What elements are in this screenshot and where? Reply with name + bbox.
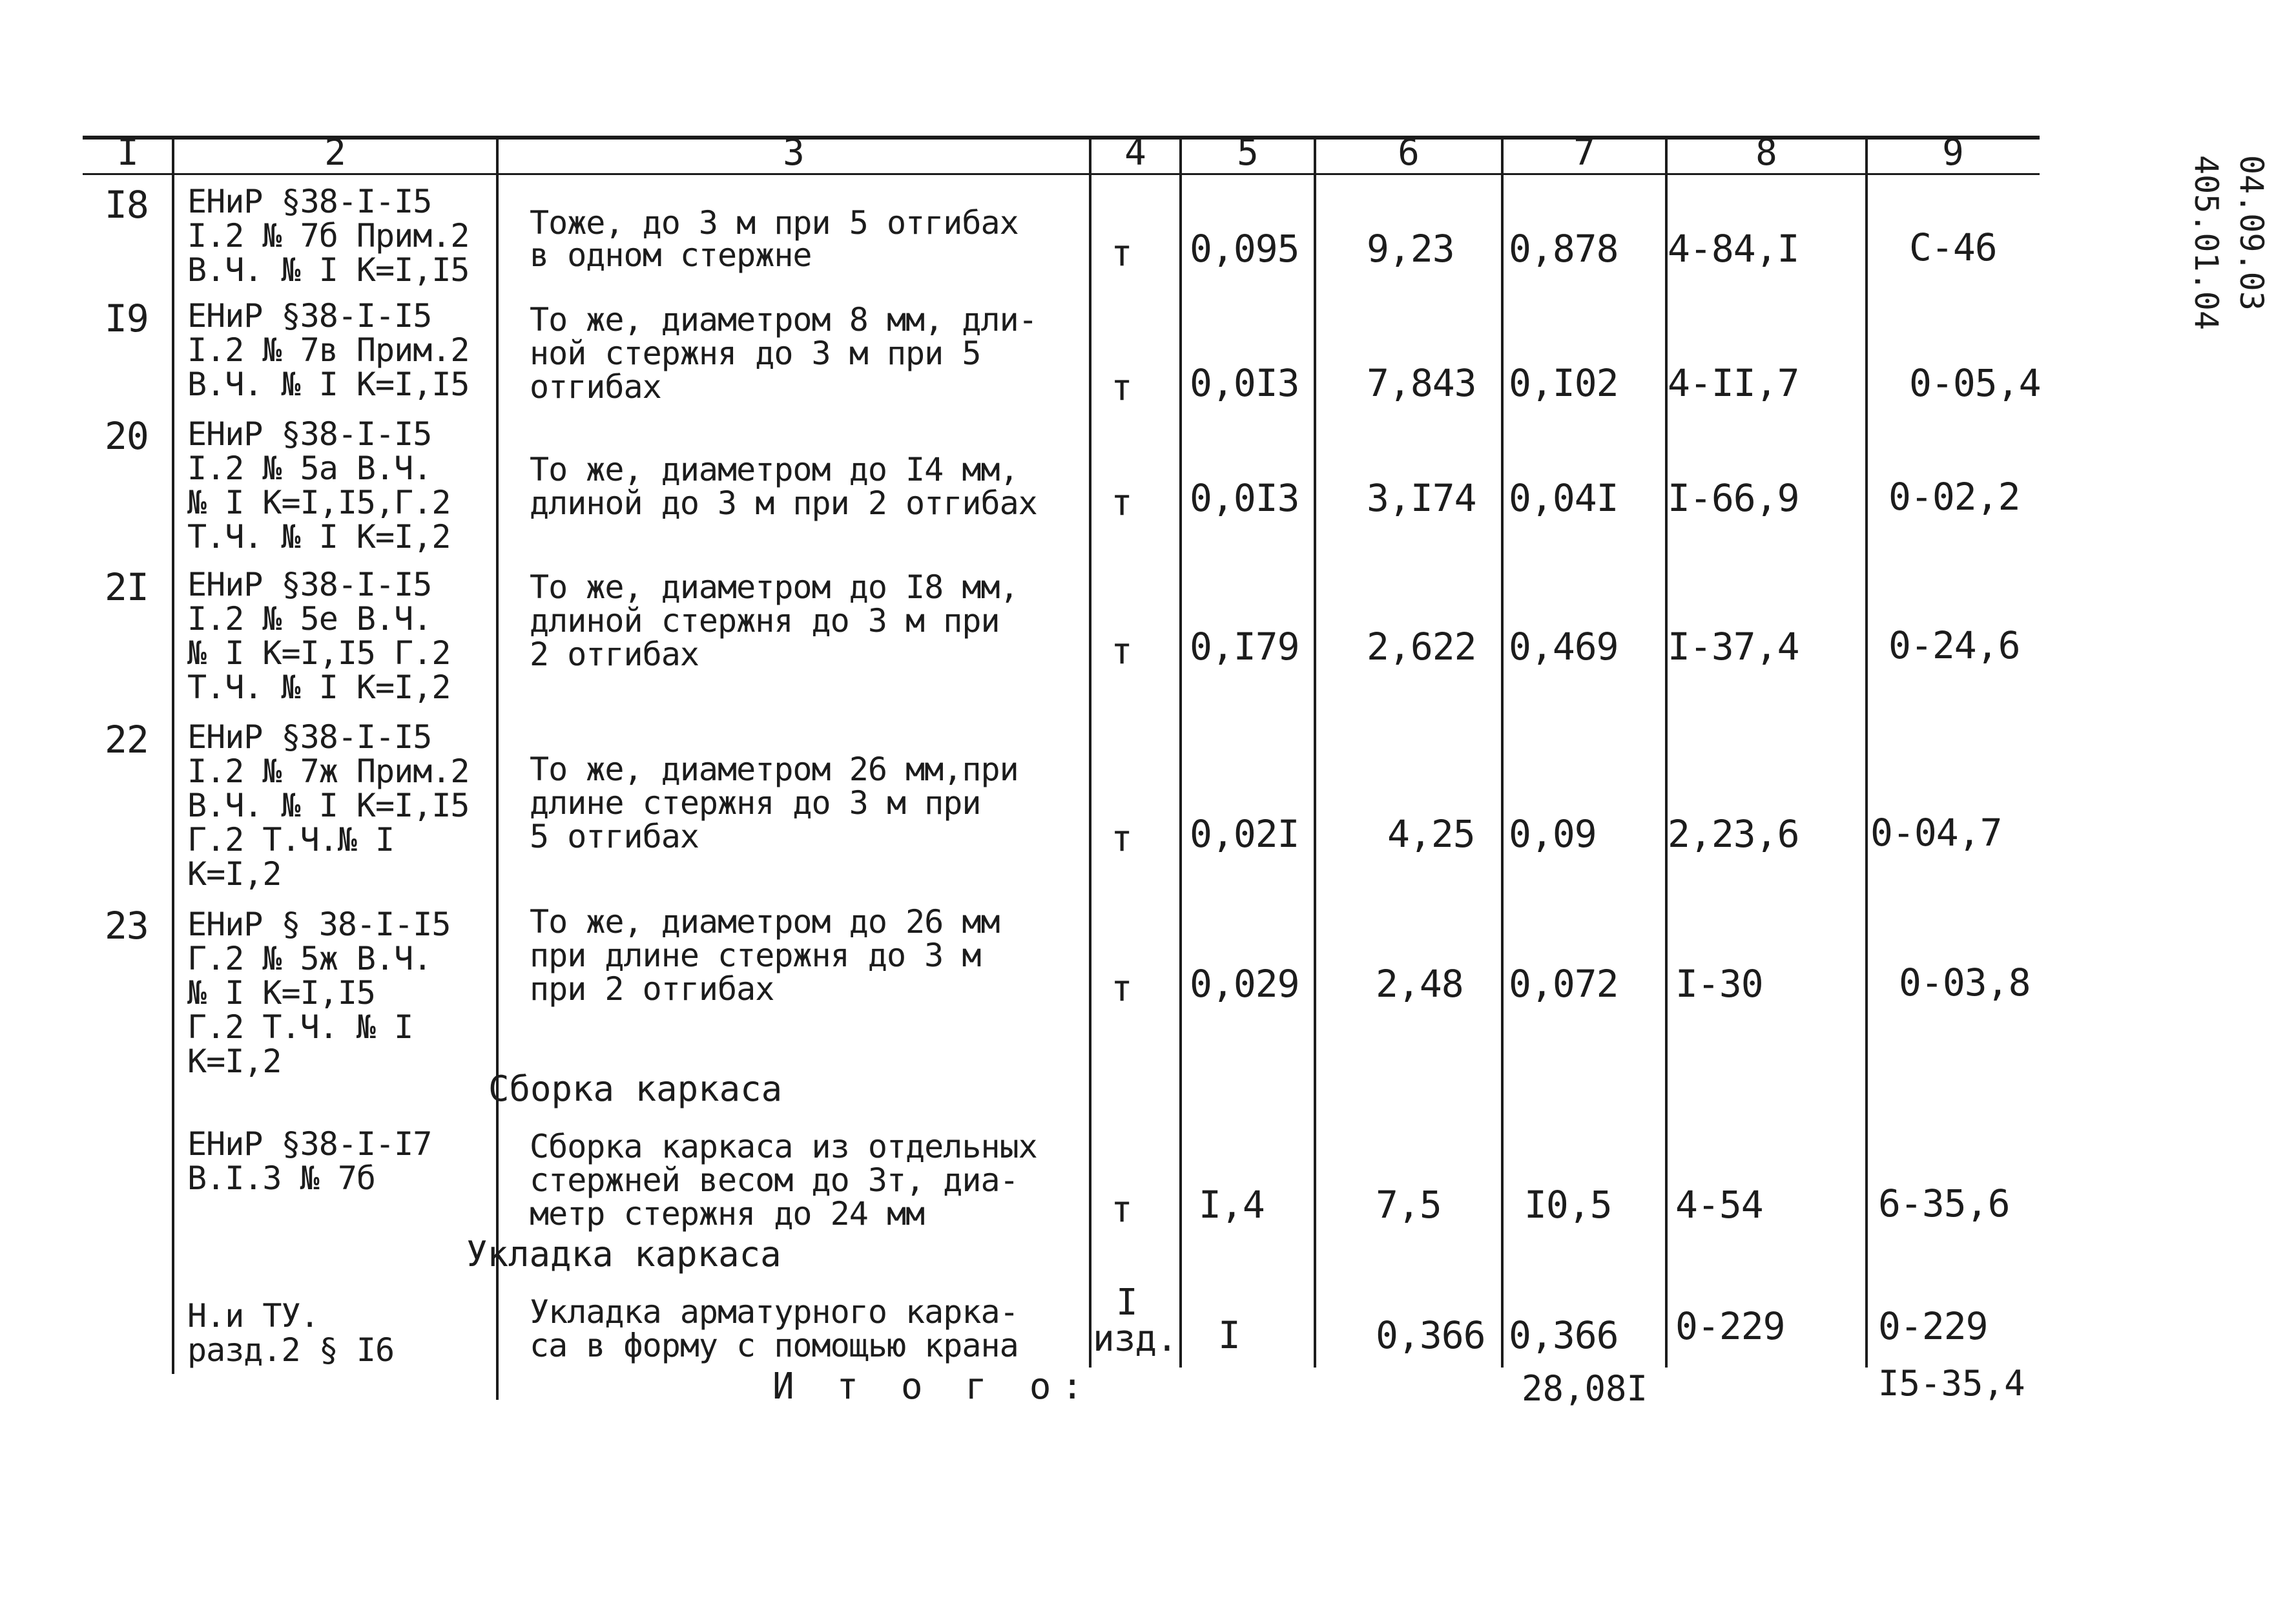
side-code-primary: 04.09.03	[2233, 155, 2270, 311]
work-description-line: То же, диаметром 8 мм, дли-	[530, 301, 1037, 338]
norm-ref-line: ЕНиР §38-I-I5	[187, 718, 432, 756]
row-number: 22	[105, 718, 149, 762]
work-description-line: в одном стержне	[530, 236, 812, 274]
quantity-value: 0,095	[1190, 227, 1299, 271]
quantity-value: 0,029	[1190, 962, 1299, 1006]
norm-rate-value: 3,I74	[1367, 476, 1476, 520]
labor-total-value: 0,366	[1509, 1313, 1619, 1357]
unit-price-value: 2,23,6	[1668, 812, 1799, 856]
work-description-line: ной стержня до 3 м при 5	[530, 335, 981, 372]
header-col-5: 5	[1237, 132, 1259, 174]
norm-ref-line: В.Ч. № I К=I,I5	[187, 251, 470, 289]
header-col-7: 7	[1573, 132, 1595, 174]
norm-ref-line: ЕНиР §38-I-I5	[187, 297, 432, 335]
unit-price-value: I-66,9	[1668, 476, 1799, 520]
norm-rate-value: 7,843	[1367, 361, 1476, 405]
cost-value: 0-02,2	[1888, 475, 2020, 519]
quantity-value: 0,0I3	[1190, 361, 1299, 405]
work-description-line: Сборка каркаса из отдельных	[530, 1128, 1037, 1165]
labor-total-value: 0,09	[1509, 812, 1597, 856]
header-col-8: 8	[1755, 132, 1777, 174]
section-heading-assembly: Сборка каркаса	[488, 1068, 783, 1109]
norm-ref-line: В.Ч. № I К=I,I5	[187, 366, 470, 403]
labor-total-value: I0,5	[1524, 1183, 1612, 1227]
work-description-line: То же, диаметром 26 мм,при	[530, 751, 1019, 788]
norm-ref-line: № I К=I,I5,Г.2	[187, 484, 451, 521]
work-description-line: длине стержня до 3 м при	[530, 784, 981, 822]
work-description-line: отгибах	[530, 368, 661, 406]
norm-ref-line: ЕНиР §38-I-I7	[187, 1125, 432, 1163]
work-description-line: Тоже, до 3 м при 5 отгибах	[530, 204, 1019, 242]
norm-ref-line: ЕНиР §38-I-I5	[187, 566, 432, 603]
norm-ref-line: № I К=I,I5	[187, 974, 376, 1012]
unit-price-value: 0-229	[1675, 1304, 1785, 1348]
unit-of-measure: т	[1111, 1189, 1132, 1231]
norm-ref-line: ЕНиР §38-I-I5	[187, 183, 432, 220]
norm-ref-line: К=I,2	[187, 855, 282, 893]
norm-ref-line: I.2 № 5а В.Ч.	[187, 450, 432, 487]
norm-ref-line: К=I,2	[187, 1043, 282, 1080]
unit-price-value: I-30	[1675, 962, 1763, 1006]
work-description-line: при 2 отгибах	[530, 970, 774, 1008]
norm-ref-line: I.2 № 7ж Прим.2	[187, 753, 470, 790]
unit-of-measure: т	[1111, 367, 1132, 409]
header-col-1: I	[117, 132, 139, 174]
header-col-6: 6	[1398, 132, 1420, 174]
norm-ref-line: № I К=I,I5 Г.2	[187, 634, 451, 672]
norm-ref-line: ЕНиР §38-I-I5	[187, 415, 432, 453]
work-description-line: То же, диаметром до 26 мм	[530, 903, 1000, 941]
cost-value: 0-24,6	[1888, 623, 2020, 667]
col-divider-5	[1314, 137, 1316, 1368]
unit-price-value: 4-84,I	[1668, 227, 1799, 271]
unit-of-measure: т	[1111, 630, 1132, 672]
row-number: 2I	[105, 565, 149, 609]
norm-ref-line: Т.Ч. № I К=I,2	[187, 669, 451, 706]
cost-value: 0-03,8	[1899, 961, 2031, 1004]
norm-rate-value: 0,366	[1376, 1313, 1485, 1357]
norm-rate-value: 7,5	[1376, 1183, 1442, 1227]
labor-total-value: 0,072	[1509, 962, 1619, 1006]
norm-rate-value: 2,622	[1367, 625, 1476, 669]
labor-total-value: 0,04I	[1509, 476, 1619, 520]
col-divider-1	[172, 137, 174, 1374]
cost-value: 0-04,7	[1870, 811, 2002, 855]
grand-total-col9: I5-35,4	[1878, 1363, 2025, 1404]
unit-of-measure: I	[1116, 1282, 1137, 1324]
norm-rate-value: 4,25	[1387, 812, 1475, 856]
work-description-line: стержней весом до 3т, диа-	[530, 1161, 1019, 1199]
row-number: I9	[105, 296, 149, 340]
side-code-secondary: 405.01.04	[2187, 155, 2225, 330]
norm-ref-line: Г.2 № 5ж В.Ч.	[187, 940, 432, 977]
grand-total-col7: 28,08I	[1522, 1368, 1648, 1409]
cost-value: 6-35,6	[1878, 1181, 2010, 1225]
labor-total-value: 0,I02	[1509, 361, 1619, 405]
work-description-line: длиной стержня до 3 м при	[530, 602, 1000, 640]
norm-rate-value: 2,48	[1376, 962, 1463, 1006]
norm-ref-line: Г.2 Т.Ч. № I	[187, 1008, 413, 1046]
labor-total-value: 0,469	[1509, 625, 1619, 669]
unit-of-measure: т	[1111, 482, 1132, 524]
unit-price-value: I-37,4	[1668, 625, 1799, 669]
side-document-code	[2115, 155, 2296, 330]
norm-ref-line: разд.2 § I6	[187, 1331, 395, 1369]
norm-ref-line: I.2 № 7в Прим.2	[187, 331, 470, 369]
norm-ref-line: Т.Ч. № I К=I,2	[187, 518, 451, 556]
norm-ref-line: I.2 № 7б Прим.2	[187, 217, 470, 255]
header-col-3: 3	[783, 132, 805, 174]
quantity-value: I,4	[1199, 1183, 1265, 1227]
norm-ref-line: I.2 № 5е В.Ч.	[187, 600, 432, 638]
norm-ref-line: В.Ч. № I К=I,I5	[187, 787, 470, 824]
cost-value: 0-229	[1878, 1304, 1988, 1348]
work-description-line: при длине стержня до 3 м	[530, 937, 981, 974]
row-number: I8	[105, 183, 149, 227]
norm-rate-value: 9,23	[1367, 227, 1454, 271]
section-heading-placement: Укладка каркаса	[466, 1234, 781, 1274]
labor-total-value: 0,878	[1509, 227, 1619, 271]
unit-price-value: 4-II,7	[1668, 361, 1799, 405]
work-description-line: То же, диаметром до I8 мм,	[530, 568, 1019, 606]
norm-ref-line: В.I.3 № 7б	[187, 1160, 376, 1197]
work-description-line: То же, диаметром до I4 мм,	[530, 451, 1019, 488]
work-description-line: са в форму с помощью крана	[530, 1327, 1019, 1364]
grand-total-label: И т о г о:	[772, 1366, 1094, 1408]
cost-value: 0-05,4	[1909, 361, 2041, 405]
norm-ref-line: Г.2 Т.Ч.№ I	[187, 821, 395, 858]
col-divider-8	[1865, 137, 1868, 1368]
norm-ref-line: Н.и ТУ.	[187, 1297, 319, 1335]
row-number: 23	[105, 904, 149, 948]
header-col-4: 4	[1124, 132, 1146, 174]
quantity-value: 0,I79	[1190, 625, 1299, 669]
unit-of-measure: т	[1111, 818, 1132, 860]
col-divider-7	[1665, 137, 1668, 1368]
quantity-value: I	[1218, 1313, 1240, 1357]
work-description-line: 5 отгибах	[530, 818, 699, 855]
col-divider-2	[496, 137, 499, 1400]
header-col-9: 9	[1942, 132, 1964, 174]
work-description-line: метр стержня до 24 мм	[530, 1195, 925, 1233]
quantity-value: 0,02I	[1190, 812, 1299, 856]
col-divider-4	[1179, 137, 1182, 1368]
header-col-2: 2	[324, 132, 346, 174]
row-number: 20	[105, 414, 149, 458]
col-divider-6	[1501, 137, 1504, 1368]
work-description-line: Укладка арматурного карка-	[530, 1293, 1019, 1331]
work-description-line: длиной до 3 м при 2 отгибах	[530, 484, 1037, 522]
unit-price-value: 4-54	[1675, 1183, 1763, 1227]
work-description-line: 2 отгибах	[530, 636, 699, 673]
quantity-value: 0,0I3	[1190, 476, 1299, 520]
unit-of-measure: т	[1111, 233, 1132, 275]
col-divider-3	[1089, 137, 1091, 1368]
unit-of-measure: т	[1111, 968, 1132, 1010]
unit-of-measure: изд.	[1093, 1318, 1177, 1360]
norm-ref-line: ЕНиР § 38-I-I5	[187, 906, 451, 943]
cost-value: С-46	[1909, 225, 1997, 269]
